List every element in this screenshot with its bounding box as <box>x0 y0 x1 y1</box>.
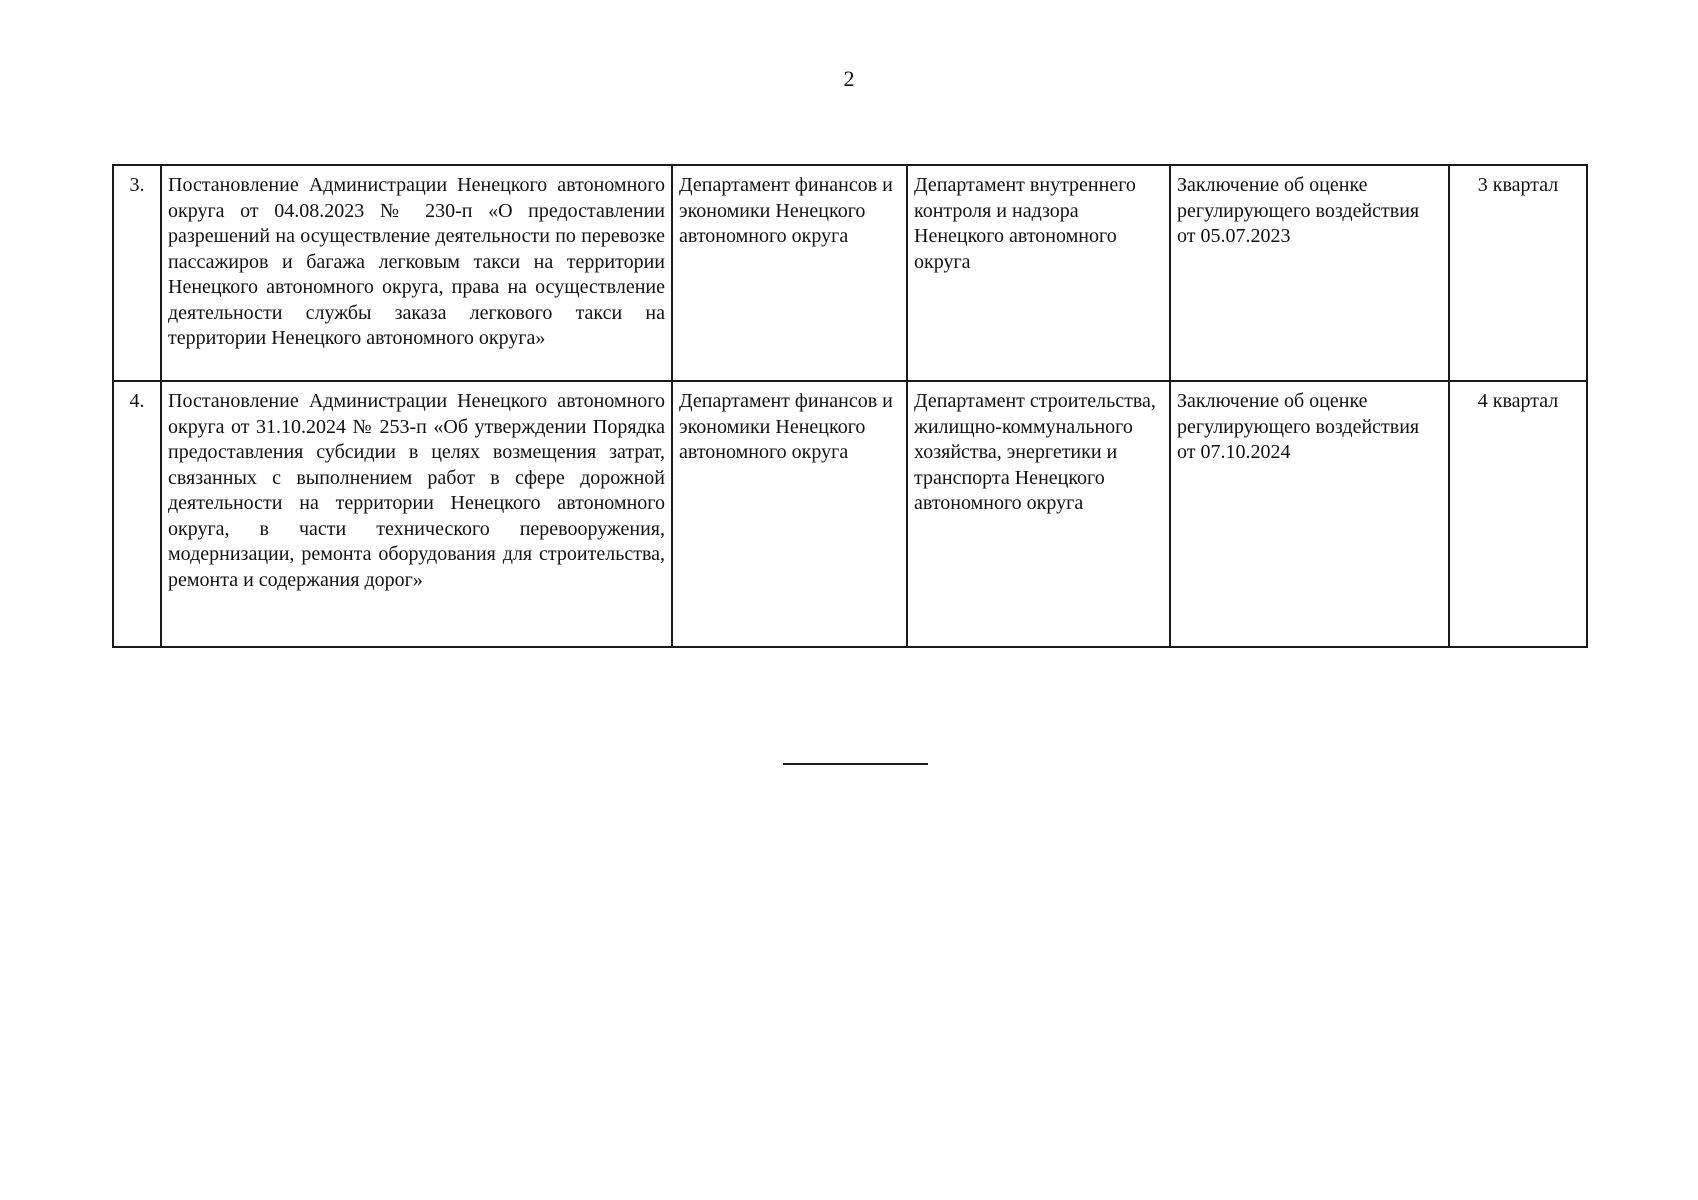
regulatory-acts-table <box>112 164 1588 648</box>
table-row <box>113 381 1587 647</box>
page-number: 2 <box>843 66 855 91</box>
row-number: 3. <box>113 165 161 381</box>
assessment-conclusion-cell: Заключение об оценке регулирующего воздействия от 07.10.2024 <box>1170 381 1449 647</box>
responsible-department-cell: Департамент внутреннего контроля и надзора Ненецкого автономного округа <box>907 165 1170 381</box>
legal-act-cell: Постановление Администрации Ненецкого автономного округа от 04.08.2023 № 230-п «О предоставлении разрешений на осуществление деятельности по перевозке пассажиров и багажа легковым такси на территории Ненецкого автономного округа, права на осуществление деятельности службы заказа легкового такси на территории Ненецкого автономного округа» <box>161 165 672 381</box>
responsible-department-cell: Департамент строительства, жилищно-коммунального хозяйства, энергетики и транспорта Ненецкого автономного округа <box>907 381 1170 647</box>
row-number: 4. <box>113 381 161 647</box>
assessment-conclusion-cell: Заключение об оценке регулирующего воздействия от 05.07.2023 <box>1170 165 1449 381</box>
developer-department-cell: Департамент финансов и экономики Ненецкого автономного округа <box>672 381 907 647</box>
legal-act-cell: Постановление Администрации Ненецкого автономного округа от 31.10.2024 № 253-п «Об утверждении Порядка предоставления субсидии в целях возмещения затрат, связанных с выполнением работ в сфере дорожной деятельности на территории Ненецкого автономного округа, в части технического перевооружения, модернизации, ремонта оборудования для строительства, ремонта и содержания дорог» <box>161 381 672 647</box>
developer-department-cell: Департамент финансов и экономики Ненецкого автономного округа <box>672 165 907 381</box>
period-cell: 3 квартал <box>1449 165 1587 381</box>
end-of-document-rule <box>783 763 928 765</box>
table-row <box>113 165 1587 381</box>
period-cell: 4 квартал <box>1449 381 1587 647</box>
